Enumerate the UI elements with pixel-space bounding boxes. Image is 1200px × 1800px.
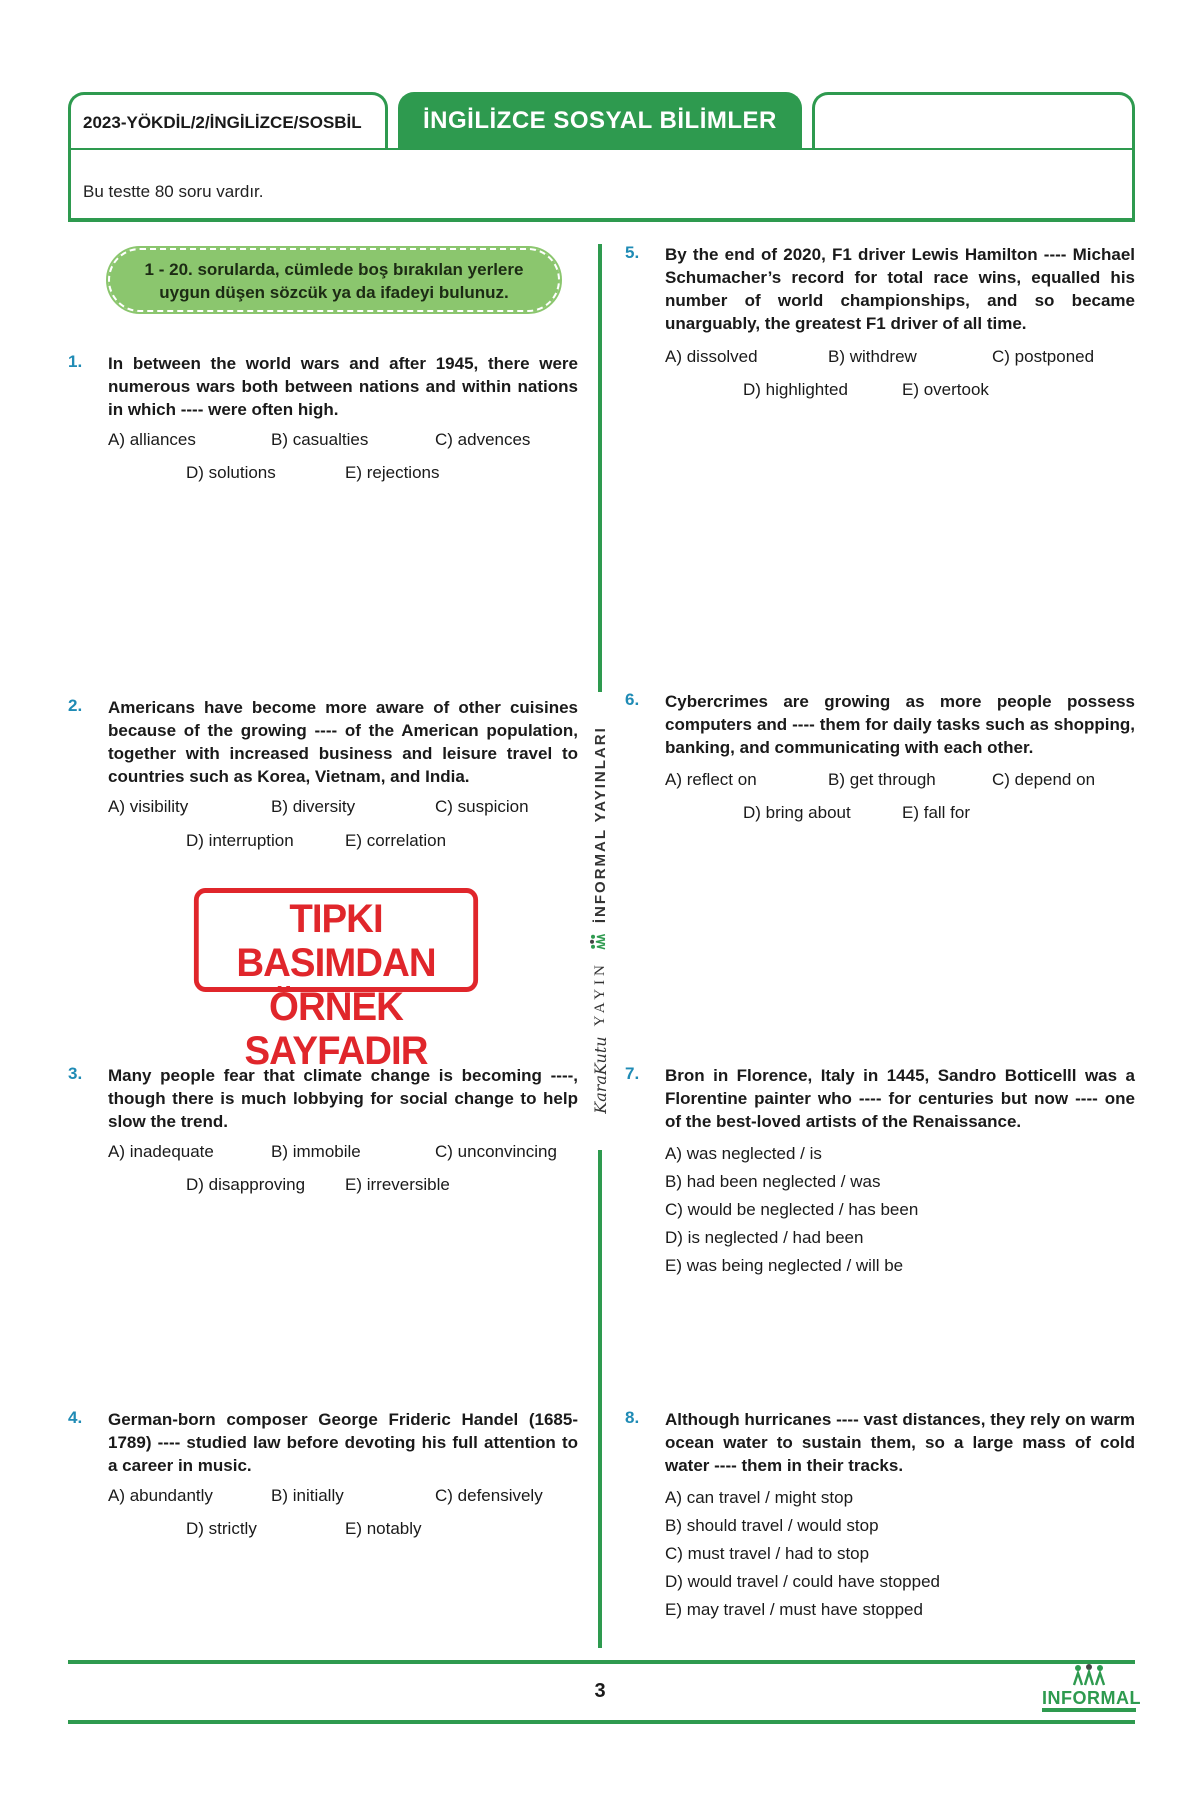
- informal-logo: [1042, 1664, 1141, 1718]
- option-b[interactable]: B) immobile: [271, 1142, 361, 1161]
- instruction-line-1: 1 - 20. sorularda, cümlede boş bırakılan yerlere: [144, 260, 524, 279]
- option-b[interactable]: B) should travel / would stop: [665, 1516, 879, 1535]
- option-list: [665, 1484, 940, 1624]
- column-divider-bottom: [598, 1150, 602, 1648]
- option-c[interactable]: C) unconvincing: [435, 1142, 557, 1161]
- option-a[interactable]: A) was neglected / is: [665, 1144, 822, 1163]
- option-b[interactable]: B) casualties: [271, 430, 369, 449]
- question-text: By the end of 2020, F1 driver Lewis Hamilton ---- Michael Schumacher’s record for total race wins, equalled his number of world championships, and so became unarguably, the greatest F1 driver of all time.: [665, 245, 1135, 333]
- exam-code: 2023-YÖKDİL/2/İNGİLİZCE/SOSBİL: [83, 113, 362, 132]
- info-text: Bu testte 80 soru vardır.: [83, 182, 264, 201]
- option-e[interactable]: E) correlation: [345, 831, 447, 850]
- option-list: [665, 1140, 918, 1280]
- option-b[interactable]: B) diversity: [271, 797, 356, 816]
- option-d[interactable]: D) bring about: [743, 803, 851, 822]
- option-b[interactable]: B) initially: [271, 1486, 344, 1505]
- exam-code-tab: [68, 92, 388, 148]
- header-blank-tab: [812, 92, 1135, 148]
- logo-underline: [1042, 1708, 1136, 1712]
- option-a[interactable]: A) dissolved: [665, 347, 758, 366]
- question-text: Many people fear that climate change is becoming ----, though there is much lobbying for social change to help slow the trend.: [108, 1066, 578, 1131]
- option-c[interactable]: C) must travel / had to stop: [665, 1544, 870, 1563]
- option-a[interactable]: A) abundantly: [108, 1486, 213, 1505]
- option-e[interactable]: E) irreversible: [345, 1175, 450, 1194]
- option-e[interactable]: E) notably: [345, 1519, 422, 1538]
- stamp-line-2: ÖRNEK SAYFADIR: [244, 985, 428, 1073]
- brand-people-icon: [589, 933, 611, 951]
- option-d[interactable]: D) would travel / could have stopped: [665, 1572, 940, 1591]
- instruction-bubble: [108, 248, 560, 312]
- option-d[interactable]: D) is neglected / had been: [665, 1228, 864, 1247]
- question-text: In between the world wars and after 1945, there were numerous wars both between nations and within nations in which ---- were often high.: [108, 354, 578, 419]
- option-e[interactable]: E) may travel / must have stopped: [665, 1600, 923, 1619]
- logo-people-icon: [1072, 1664, 1106, 1691]
- question-number: 4.: [68, 1408, 83, 1427]
- option-a[interactable]: A) can travel / might stop: [665, 1488, 854, 1507]
- option-a[interactable]: A) reflect on: [665, 770, 757, 789]
- question-number: 6.: [625, 690, 640, 709]
- column-divider-top: [598, 244, 602, 692]
- option-a[interactable]: A) inadequate: [108, 1142, 214, 1161]
- option-e[interactable]: E) fall for: [902, 803, 971, 822]
- footer-line-top: [68, 1660, 1135, 1664]
- section-title: İNGİLİZCE SOSYAL BİLİMLER: [423, 107, 777, 134]
- option-d[interactable]: D) interruption: [186, 831, 294, 850]
- question-number: 5.: [625, 243, 640, 262]
- question-number: 3.: [68, 1064, 83, 1083]
- option-d[interactable]: D) solutions: [186, 463, 276, 482]
- question-text: Cybercrimes are growing as more people possess computers and ---- them for daily tasks such as shopping, banking, and communicating with each other.: [665, 692, 1135, 757]
- option-b[interactable]: B) get through: [828, 770, 936, 789]
- option-e[interactable]: E) rejections: [345, 463, 440, 482]
- question-number: 1.: [68, 352, 83, 371]
- question-text: German-born composer George Frideric Handel (1685-1789) ---- studied law before devoting his full attention to a career in music.: [108, 1410, 578, 1475]
- stamp-line-1: TIPKI BASIMDAN: [236, 897, 436, 985]
- question-text: Although hurricanes ---- vast distances, they rely on warm ocean water to sustain them, so a large mass of cold water ---- them in their tracks.: [665, 1410, 1135, 1475]
- logo-text: INFORMAL: [1042, 1688, 1141, 1708]
- question-number: 8.: [625, 1408, 640, 1427]
- brand-karakutu: KaraKutu: [590, 1036, 610, 1114]
- option-c[interactable]: C) postponed: [992, 347, 1095, 366]
- footer-line-bottom: [68, 1720, 1135, 1724]
- question-number: 2.: [68, 696, 83, 715]
- option-e[interactable]: E) was being neglected / will be: [665, 1256, 904, 1275]
- option-d[interactable]: D) strictly: [186, 1519, 257, 1538]
- question-number: 7.: [625, 1064, 640, 1083]
- option-b[interactable]: B) withdrew: [828, 347, 917, 366]
- option-d[interactable]: D) highlighted: [743, 380, 848, 399]
- option-b[interactable]: B) had been neglected / was: [665, 1172, 881, 1191]
- brand-yayin: YAYIN: [591, 961, 608, 1027]
- page-number: 3: [594, 1680, 606, 1702]
- option-a[interactable]: A) visibility: [108, 797, 189, 816]
- option-c[interactable]: C) advences: [435, 430, 531, 449]
- section-title-tab: [398, 92, 802, 148]
- option-c[interactable]: C) depend on: [992, 770, 1096, 789]
- option-a[interactable]: A) alliances: [108, 430, 196, 449]
- instruction-line-2: uygun düşen sözcük ya da ifadeyi bulunuz.: [159, 283, 509, 302]
- option-e[interactable]: E) overtook: [902, 380, 989, 399]
- option-d[interactable]: D) disapproving: [186, 1175, 306, 1194]
- option-c[interactable]: C) defensively: [435, 1486, 543, 1505]
- info-box: [68, 148, 1135, 222]
- sample-page-stamp: [194, 888, 478, 1073]
- question-text: Bron in Florence, Italy in 1445, Sandro Botticelll was a Florentine painter who ---- for centuries but now ---- one of the best-loved artists of the Renaissance.: [665, 1066, 1135, 1131]
- option-c[interactable]: C) suspicion: [435, 797, 529, 816]
- option-c[interactable]: C) would be neglected / has been: [665, 1200, 919, 1219]
- question-text: Americans have become more aware of other cuisines because of the growing ---- of the American population, together with increased business and leisure travel to countries such as Korea, Vietnam, and India.: [108, 698, 578, 786]
- brand-informal: İNFORMAL YAYINLARI: [591, 726, 609, 924]
